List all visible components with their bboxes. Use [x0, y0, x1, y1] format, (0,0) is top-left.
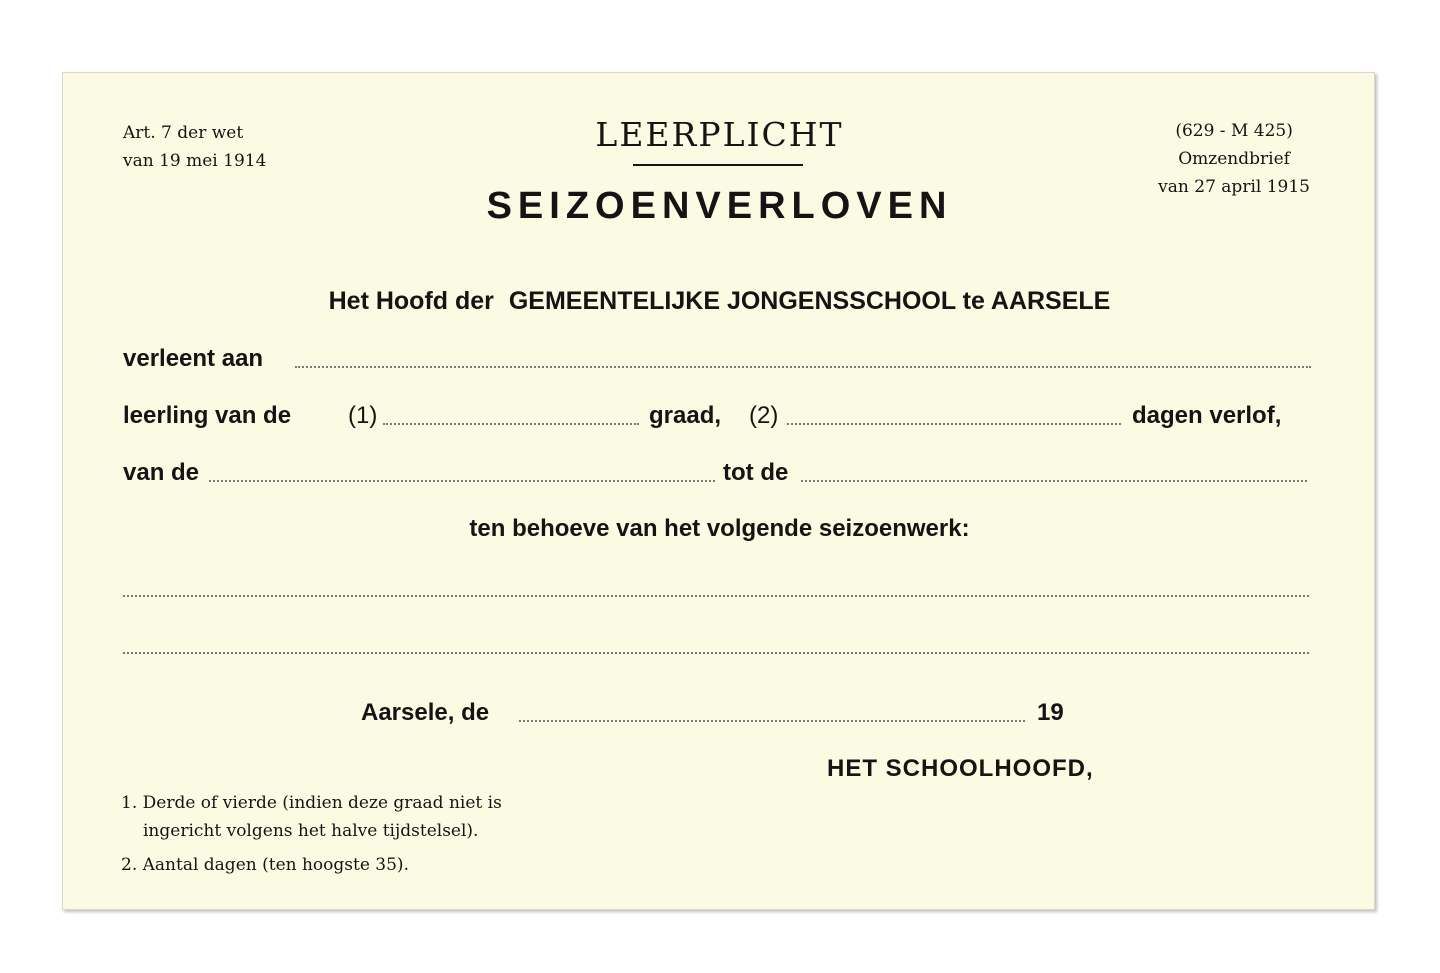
to-date-field[interactable] [801, 480, 1307, 482]
law-reference-line1: Art. 7 der wet [123, 123, 244, 143]
seasonal-work-field-1[interactable] [123, 595, 1309, 597]
leave-days-label: dagen verlof, [1132, 402, 1282, 429]
to-date-label: tot de [723, 459, 789, 486]
footnote-ref-1: (1) [348, 402, 378, 429]
school-heading-prefix: Het Hoofd der [328, 287, 494, 315]
footnote-1 [121, 789, 502, 845]
place-date-label: Aarsele, de [361, 699, 490, 726]
seasonal-work-label: ten behoeve van het volgende seizoenwerk: [469, 515, 970, 542]
leerplicht-form-card [62, 72, 1375, 910]
school-heading [63, 287, 1376, 316]
from-date-field[interactable] [209, 480, 715, 482]
form-subtitle: SEIZOENVERLOVEN [486, 185, 953, 227]
signature-label: HET SCHOOLHOOFD, [827, 755, 1094, 782]
grade-field[interactable] [383, 423, 639, 425]
leave-days-field[interactable] [787, 423, 1121, 425]
footnote-2: 2. Aantal dagen (ten hoogste 35). [121, 855, 409, 875]
grade-label: graad, [649, 402, 722, 429]
circular-reference-line3: van 27 april 1915 [1158, 177, 1310, 197]
from-date-label: van de [123, 459, 200, 486]
school-heading-name: GEMEENTELIJKE JONGENSSCHOOL te AARSELE [508, 287, 1111, 315]
title-divider [633, 164, 803, 166]
circular-reference-line2: Omzendbrief [1178, 149, 1290, 169]
student-grade-label: leerling van de [123, 402, 292, 429]
grant-to-label: verleent aan [123, 345, 264, 372]
law-reference-line2: van 19 mei 1914 [123, 151, 267, 171]
student-name-field[interactable] [295, 366, 1311, 368]
year-prefix: 19 [1037, 699, 1064, 726]
footnote-1-line1: 1. Derde of vierde (indien deze graad niet is [121, 793, 502, 813]
form-title: LEERPLICHT [595, 115, 844, 154]
footnote-ref-2: (2) [749, 402, 779, 429]
circular-reference-line1: (629 - M 425) [1175, 121, 1293, 141]
footnote-1-line2: ingericht volgens het halve tijdstelsel). [143, 821, 479, 841]
issue-date-field[interactable] [519, 720, 1025, 722]
seasonal-work-field-2[interactable] [123, 652, 1309, 654]
